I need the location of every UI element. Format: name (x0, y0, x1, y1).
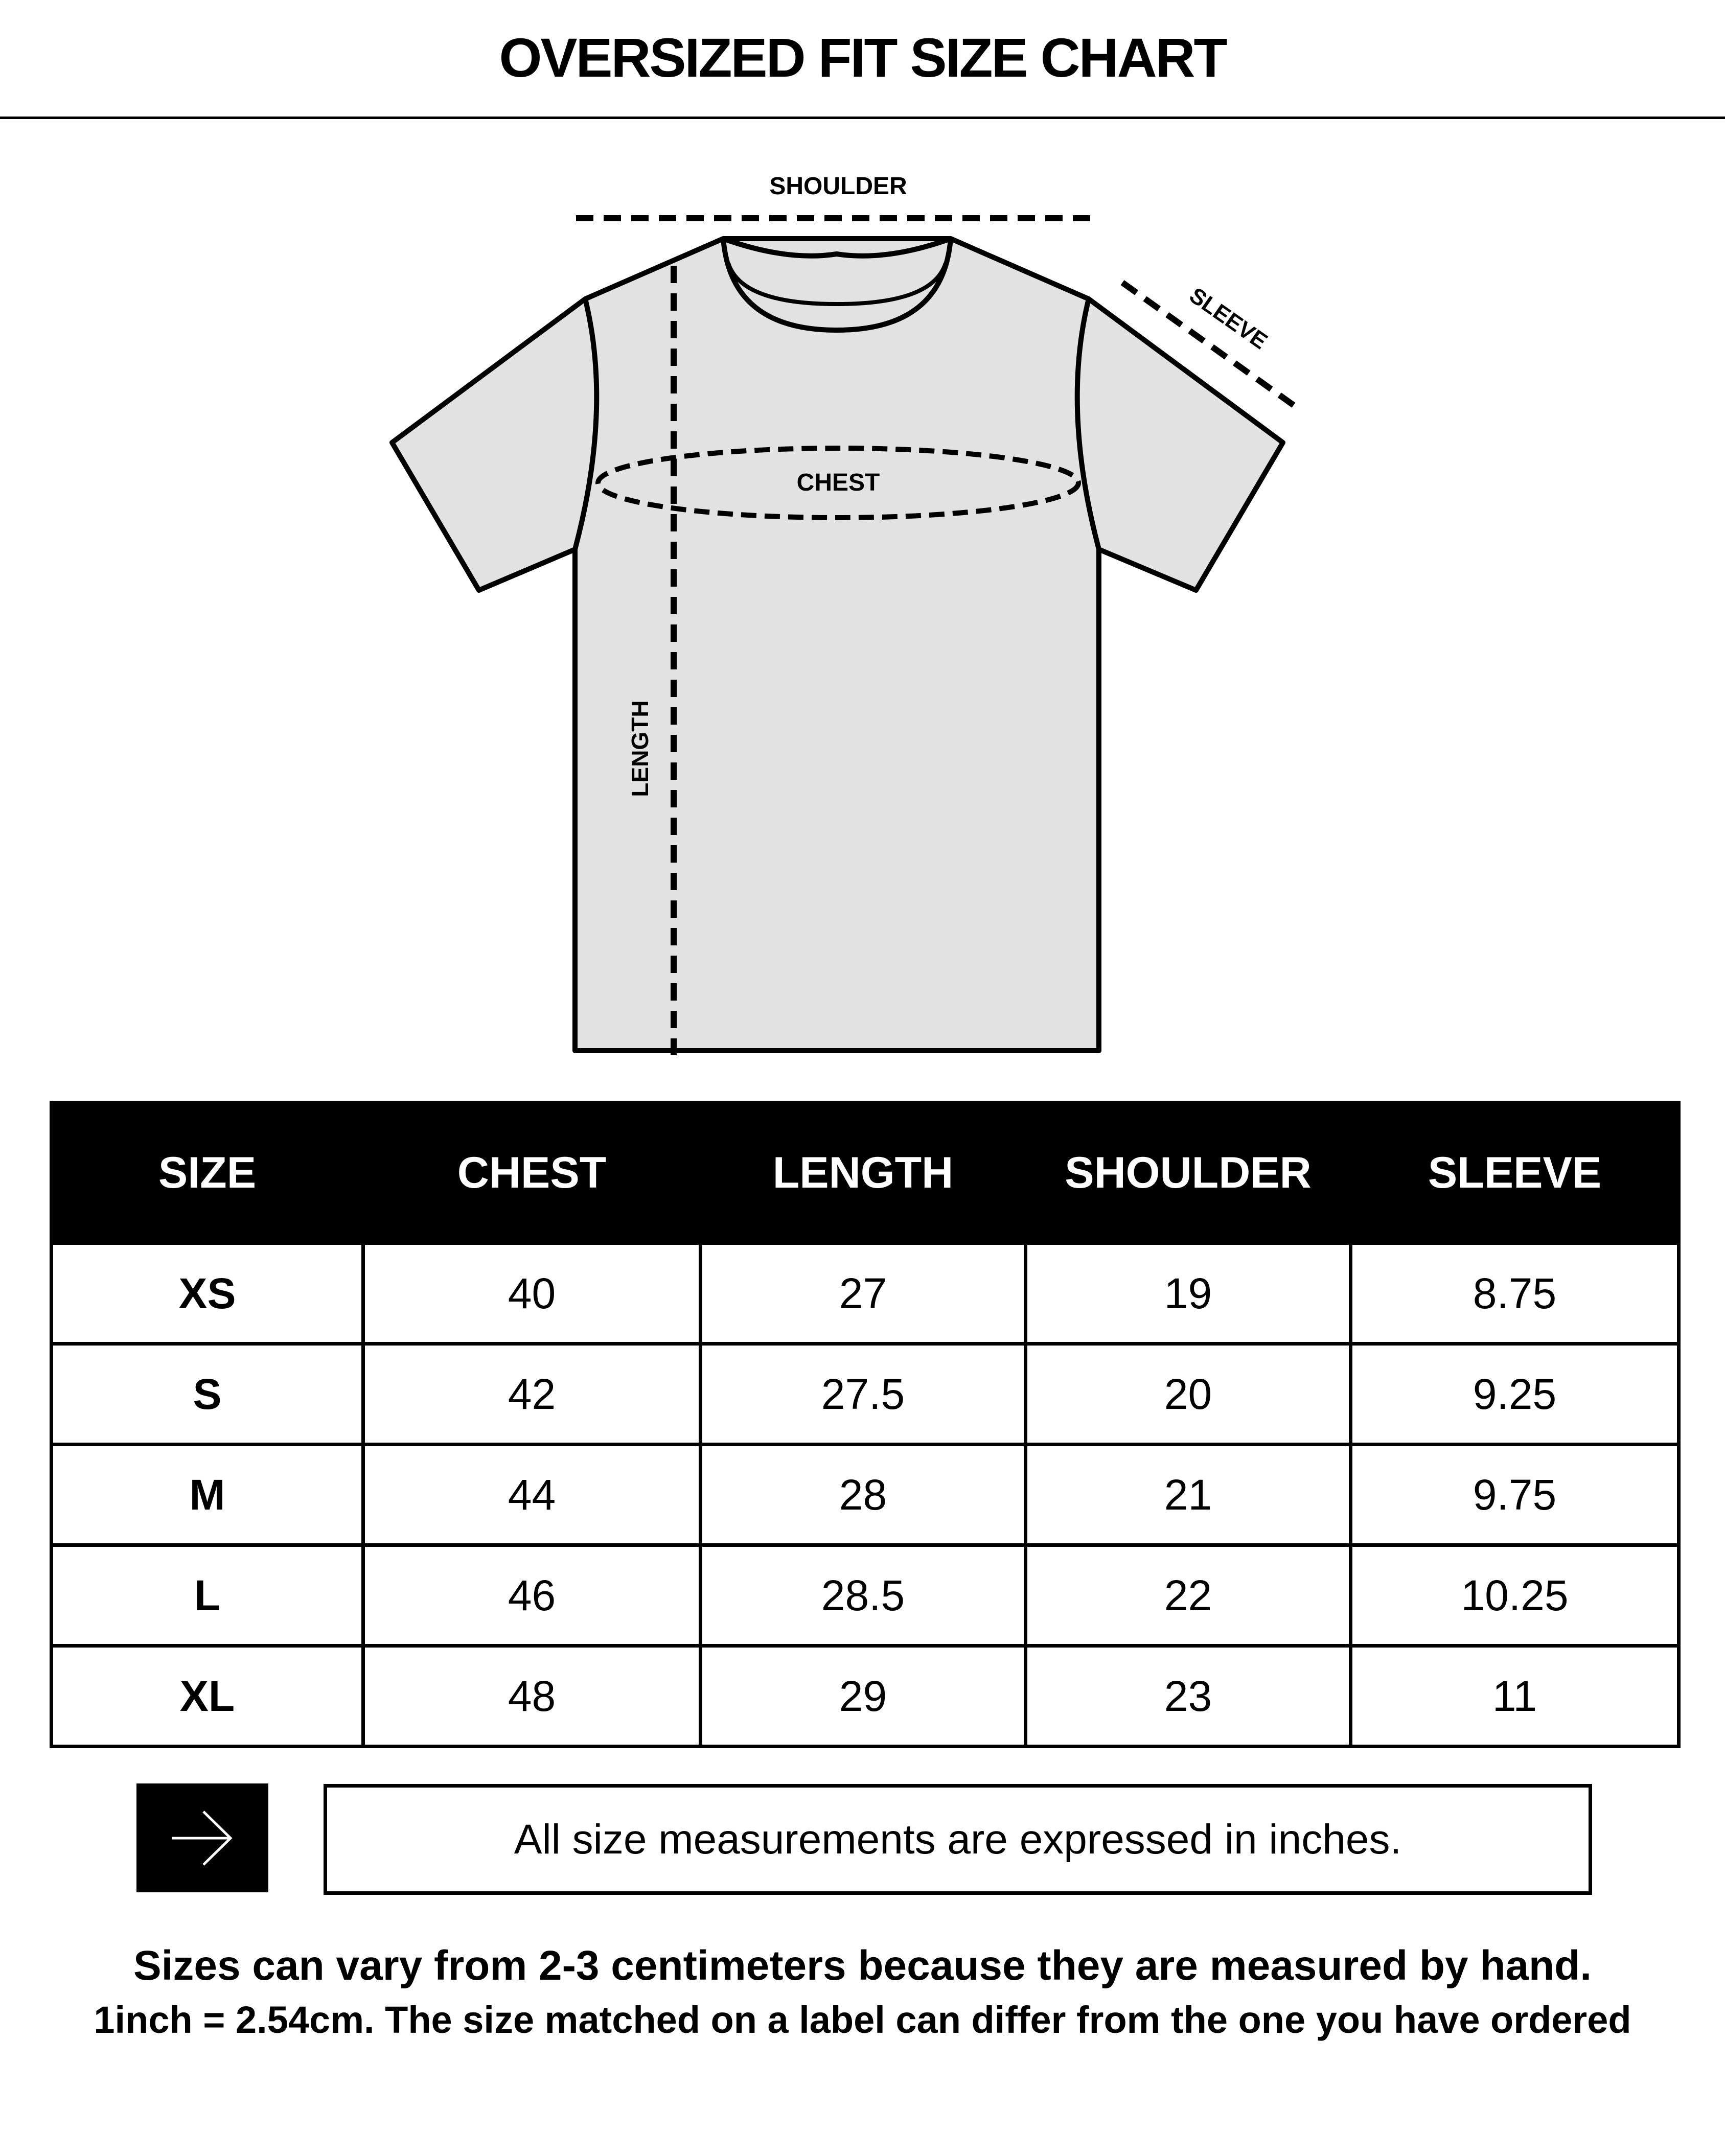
size-cell: L (52, 1545, 363, 1646)
table-row (52, 1445, 1679, 1545)
length-cell: 27 (701, 1243, 1026, 1344)
title-divider (0, 117, 1725, 119)
chest-cell: 46 (363, 1545, 701, 1646)
chest-cell: 40 (363, 1243, 701, 1344)
length-label: LENGTH (627, 700, 653, 797)
size-cell: XL (52, 1646, 363, 1747)
page-title: OVERSIZED FIT SIZE CHART (499, 27, 1226, 88)
arrow-badge (136, 1783, 268, 1892)
length-cell: 28.5 (701, 1545, 1026, 1646)
chest-cell: 48 (363, 1646, 701, 1747)
table-header-row (52, 1103, 1679, 1243)
header-sleeve: SLEEVE (1351, 1103, 1679, 1243)
length-cell: 28 (701, 1445, 1026, 1545)
shoulder-cell: 22 (1026, 1545, 1351, 1646)
shoulder-label: SHOULDER (769, 173, 907, 200)
sleeve-cell: 9.25 (1351, 1344, 1679, 1445)
table-row (52, 1545, 1679, 1646)
sleeve-cell: 9.75 (1351, 1445, 1679, 1545)
shoulder-cell: 21 (1026, 1445, 1351, 1545)
chest-label: CHEST (796, 469, 880, 496)
size-cell: XS (52, 1243, 363, 1344)
header-size: SIZE (52, 1103, 363, 1243)
arrow-right-icon (167, 1807, 238, 1869)
table-row (52, 1243, 1679, 1344)
sleeve-cell: 10.25 (1351, 1545, 1679, 1646)
sleeve-cell: 8.75 (1351, 1243, 1679, 1344)
footer-note-line-1: Sizes can vary from 2-3 centimeters because they are measured by hand. (133, 1942, 1592, 1989)
chest-cell: 42 (363, 1344, 701, 1445)
table-row (52, 1646, 1679, 1747)
tshirt-outline (392, 239, 1283, 1051)
footer-note-line-2: 1inch = 2.54cm. The size matched on a label can differ from the one you have ordered (94, 1999, 1631, 2041)
shoulder-cell: 23 (1026, 1646, 1351, 1747)
header-length: LENGTH (701, 1103, 1026, 1243)
inches-note: All size measurements are expressed in inches. (324, 1784, 1592, 1895)
table-row (52, 1344, 1679, 1445)
sleeve-cell: 11 (1351, 1646, 1679, 1747)
tshirt-diagram (0, 153, 1725, 1063)
length-cell: 27.5 (701, 1344, 1026, 1445)
length-cell: 29 (701, 1646, 1026, 1747)
shoulder-cell: 19 (1026, 1243, 1351, 1344)
header-shoulder: SHOULDER (1026, 1103, 1351, 1243)
chest-cell: 44 (363, 1445, 701, 1545)
shoulder-cell: 20 (1026, 1344, 1351, 1445)
size-cell: M (52, 1445, 363, 1545)
sleeve-label: SLEEVE (1185, 283, 1272, 354)
size-table (50, 1101, 1681, 1748)
size-cell: S (52, 1344, 363, 1445)
header-chest: CHEST (363, 1103, 701, 1243)
